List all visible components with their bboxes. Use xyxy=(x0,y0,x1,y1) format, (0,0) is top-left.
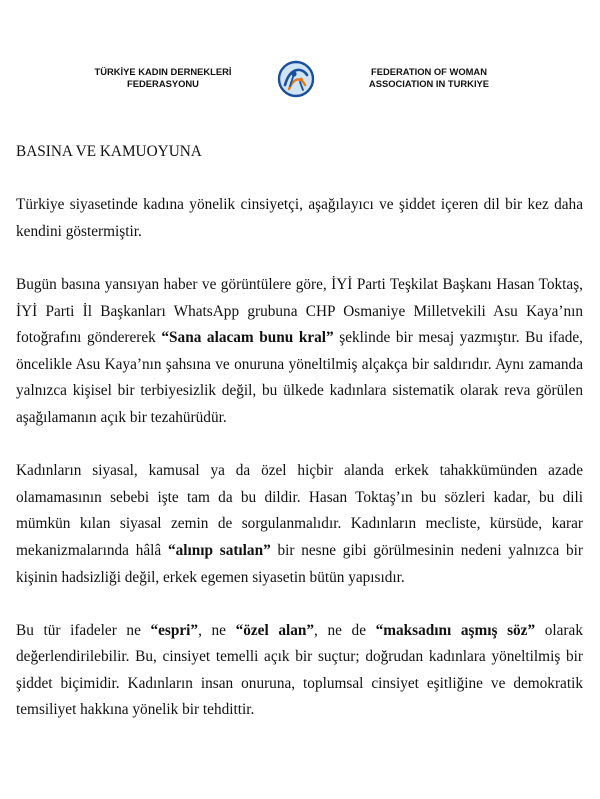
text-run: , ne xyxy=(198,621,236,639)
text-run: bir nesne gibi görülmesinin nedeni yalnızca bir kişinin hadsizliği değil, erkek egemen siyasetin bütün yapısıdır. xyxy=(16,541,583,586)
quoted-phrase: “alınıp satılan” xyxy=(167,541,271,559)
text-run: olarak değerlendirilebilir. Bu, cinsiyet temelli açık bir suçtur; doğrudan kadınlara yöneltilmiş bir şiddet biçimidir. Kadınların insan onuruna, toplumsal cinsiyet eşitliğine ve demokratik temsiliyet hakkına yönelik bir tehdittir. xyxy=(16,621,583,719)
quoted-phrase: “maksadını aşmış söz” xyxy=(375,621,536,639)
paragraph xyxy=(16,192,583,245)
paragraph xyxy=(16,458,583,591)
paragraph-list xyxy=(16,192,583,724)
text-run: Bu tür ifadeler ne xyxy=(16,621,151,639)
letterhead xyxy=(0,56,600,106)
quoted-phrase: “özel alan” xyxy=(235,621,315,639)
text-run: Türkiye siyasetinde kadına yönelik cinsiyetçi, aşağılayıcı ve şiddet içeren dil bir kez daha kendini göstermiştir. xyxy=(16,196,583,240)
quoted-phrase: “Sana alacam bunu kral” xyxy=(161,329,334,347)
organization-name-turkish: TÜRKİYE KADIN DERNEKLERİ FEDERASYONU xyxy=(94,66,232,89)
quoted-phrase: “espri” xyxy=(150,621,199,639)
text-run: Kadınların siyasal, kamusal ya da özel hiçbir alanda erkek tahakkümünden azade olamamasının sebebi işte tam da bu dildir. Hasan Toktaş’ın bu sözleri kadar, bu dili mümkün kılan siyasal zemin de sorgulanmalıdır. Kadınların mecliste, kürsüde, karar mekanizmalarında hâlâ xyxy=(16,462,583,559)
federation-logo-icon xyxy=(276,59,316,99)
letter-body xyxy=(16,139,583,751)
text-run: Bugün basına yansıyan haber ve görüntülere göre, İYİ Parti Teşkilat Başkanı Hasan Toktaş, İYİ Parti İl Başkanları WhatsApp grubuna CHP Osmaniye Milletvekili Asu Kaya’nın fotoğrafını göndererek xyxy=(16,275,583,347)
text-run: şeklinde bir mesaj yazmıştır. Bu ifade, öncelikle Asu Kaya’nın şahsına ve onuruna yöneltilmiş alçakça bir saldırıdır. Aynı zamanda yalnızca kişisel bir terbiyesizlik değil, bu ülkede kadınlara sistematik olarak reva görülen aşağılamanın açık bir tezahürüdür. xyxy=(16,329,583,426)
letter-heading: BASINA VE KAMUOYUNA xyxy=(16,143,202,160)
text-run: , ne de xyxy=(314,621,376,639)
organization-name-english: FEDERATION OF WOMAN ASSOCIATION IN TURKIYE xyxy=(368,66,490,89)
paragraph xyxy=(16,618,583,724)
paragraph xyxy=(16,272,583,432)
